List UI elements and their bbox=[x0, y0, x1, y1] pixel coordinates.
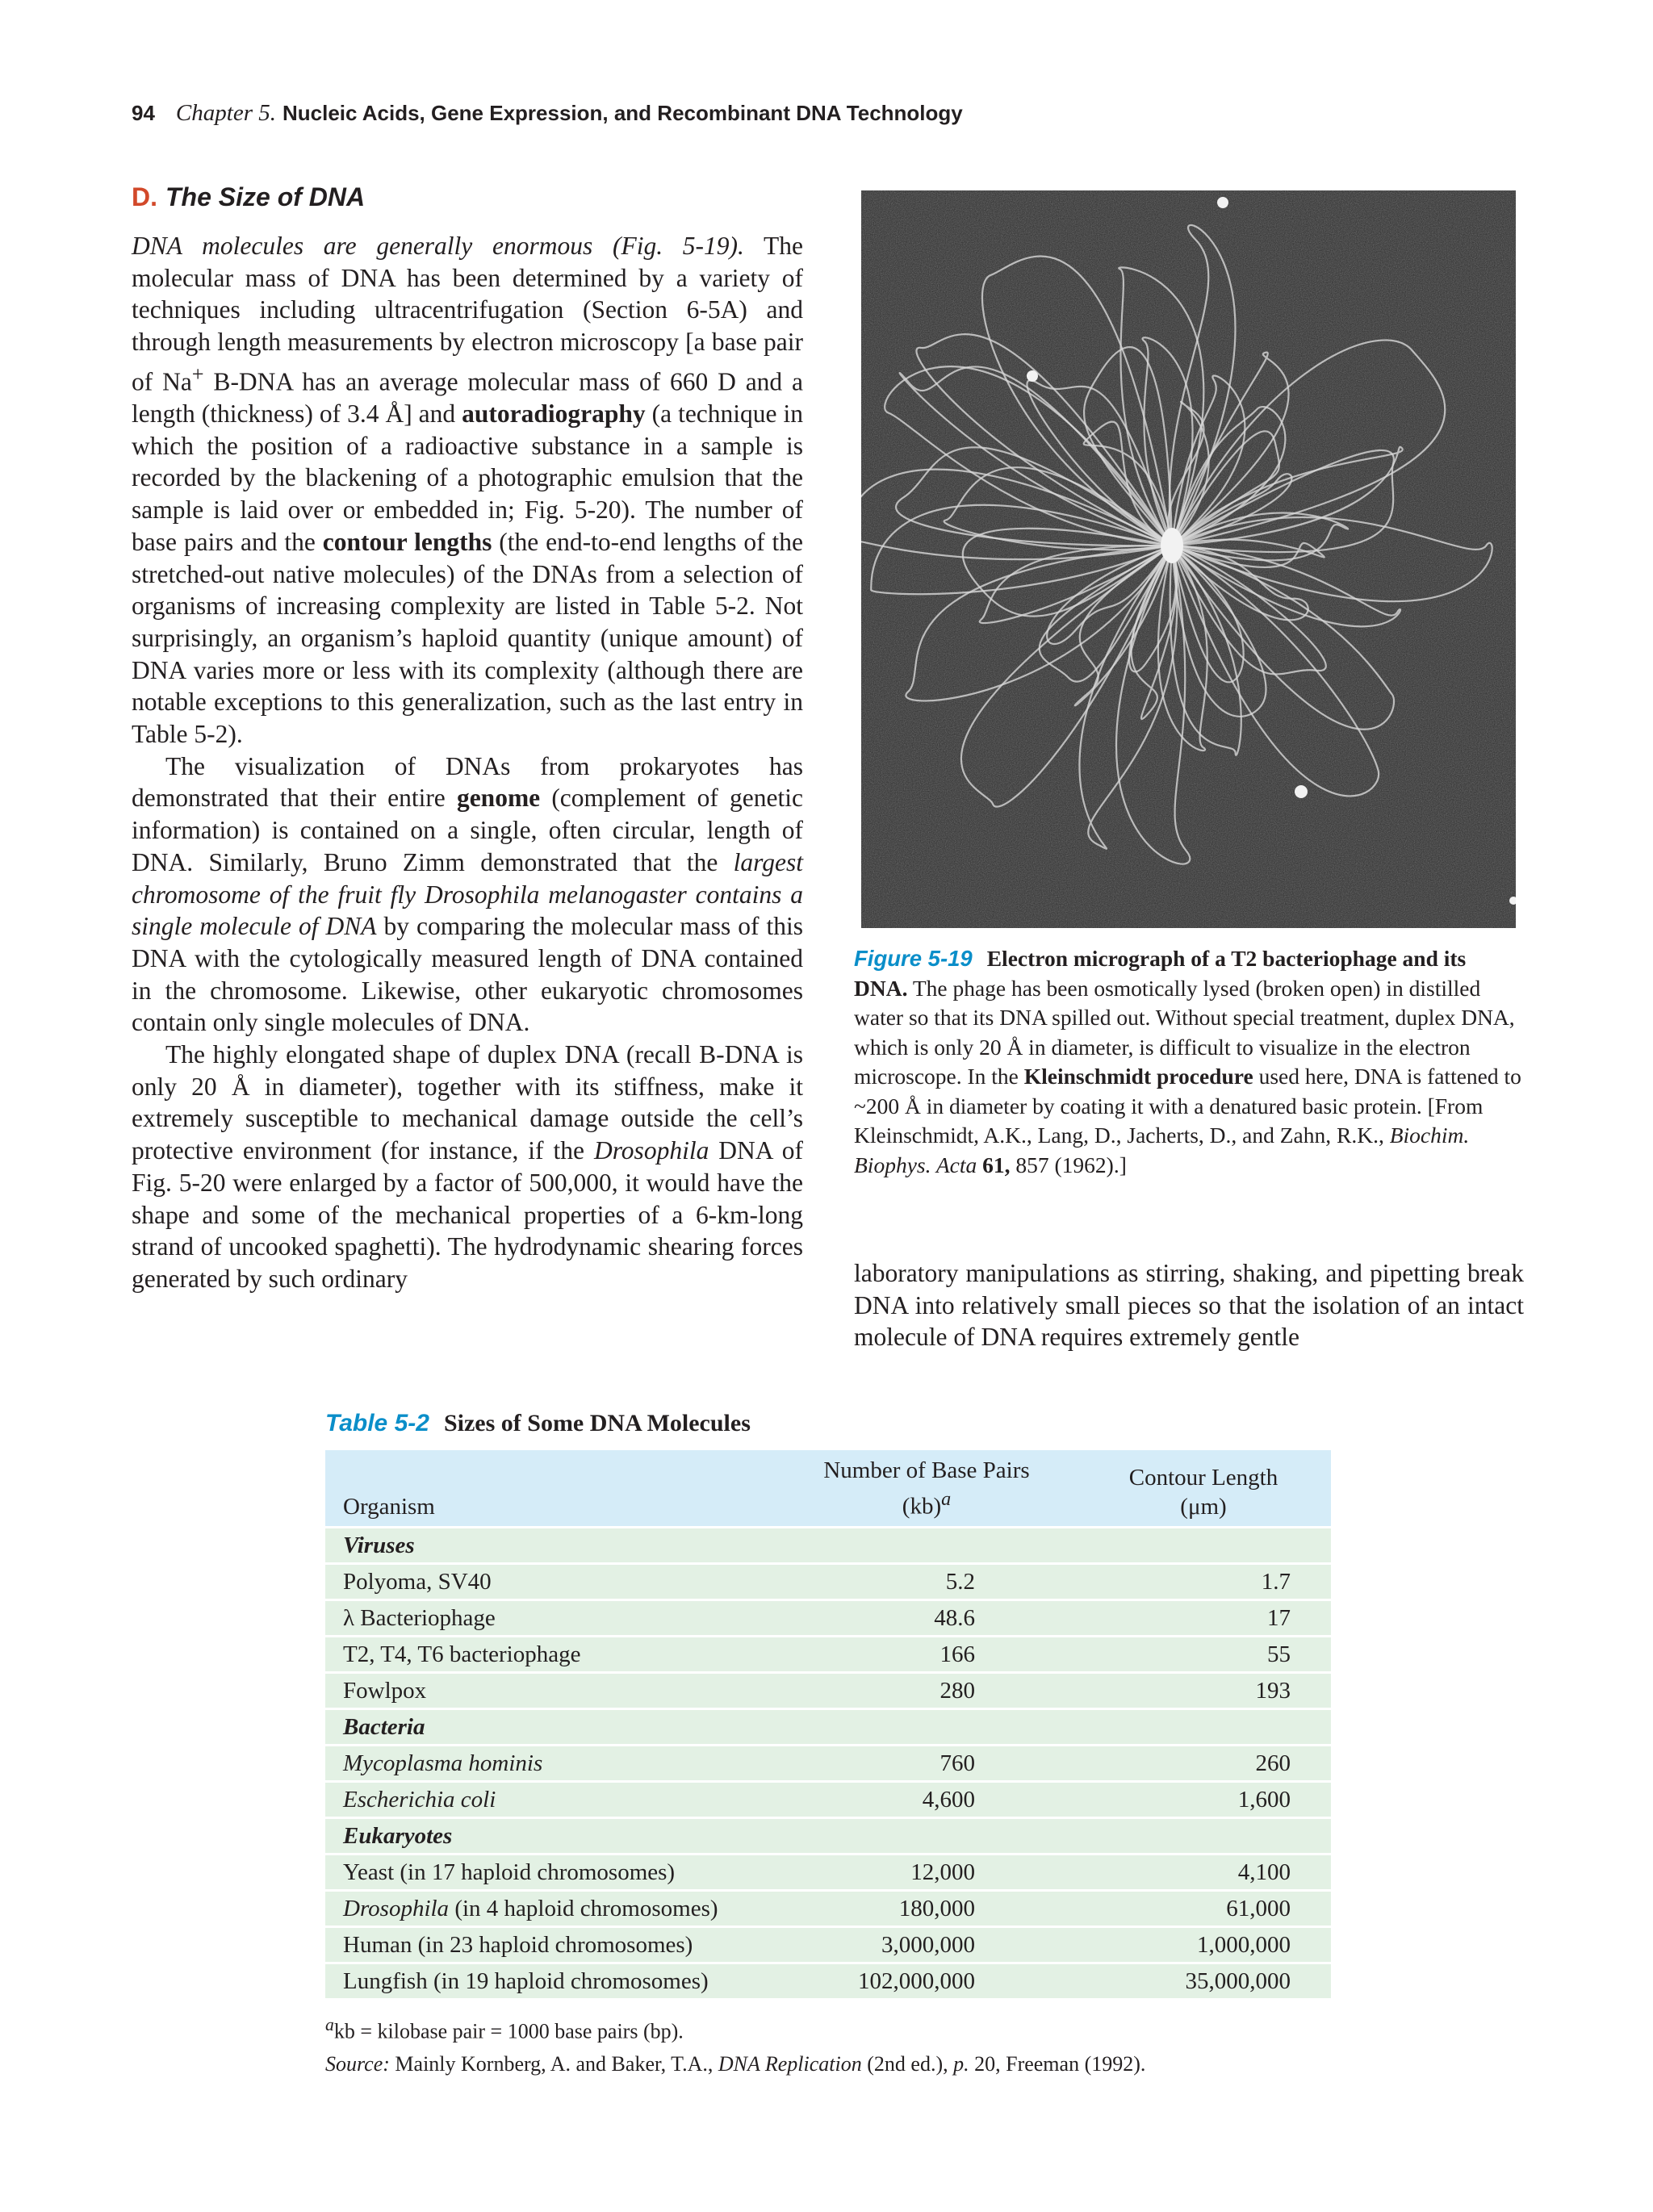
table-row bbox=[325, 1963, 1331, 1999]
text-run: used here, DNA is fattened to ~200 Å in diameter by coating it with a denatured basic protein. [From Kleinschmidt, A.K., Lang, D., Jacherts, D., and Zahn, R.K., bbox=[854, 1064, 1521, 1148]
section-heading bbox=[132, 182, 365, 212]
table-group-row bbox=[325, 1528, 1331, 1564]
phage-particle bbox=[1295, 785, 1308, 798]
text-run: by comparing the molecular mass of this DNA with the cytologically measured length of DNA contained in the chromosome. Likewise, other eukaryotic chromosomes contain only single molecules of DNA. bbox=[132, 912, 803, 1037]
text-run: p. bbox=[953, 2052, 969, 2076]
text-run: Biochim. Biophys. Acta bbox=[854, 1123, 1470, 1177]
table-label: Table 5-2 bbox=[325, 1410, 429, 1436]
group-label: Eukaryotes bbox=[325, 1818, 1331, 1854]
section-title: The Size of DNA bbox=[165, 182, 366, 211]
text-run: DNA Replication bbox=[718, 2052, 862, 2076]
page-number: 94 bbox=[132, 101, 155, 125]
contour-length-cell: 55 bbox=[1076, 1637, 1331, 1673]
text-run: Yeast (in 17 haploid chromosomes) bbox=[343, 1859, 676, 1885]
text-run: Polyoma, SV40 bbox=[343, 1568, 492, 1595]
organism-cell bbox=[325, 1637, 777, 1673]
text-run: λ Bacteriophage bbox=[343, 1604, 496, 1631]
text-run: genome bbox=[456, 784, 541, 813]
contour-length-cell: 260 bbox=[1076, 1746, 1331, 1782]
contour-length-cell: 17 bbox=[1076, 1600, 1331, 1637]
table-source bbox=[325, 2052, 1145, 2076]
text-run: Source: bbox=[325, 2052, 390, 2076]
paragraph bbox=[132, 751, 803, 1039]
contour-length-cell: 61,000 bbox=[1076, 1891, 1331, 1927]
phage-particle bbox=[1027, 370, 1038, 382]
chapter-title: Nucleic Acids, Gene Expression, and Recombinant DNA Technology bbox=[282, 101, 963, 125]
organism-cell bbox=[325, 1746, 777, 1782]
table-row bbox=[325, 1746, 1331, 1782]
text-run: The visualization of DNAs from prokaryotes has demonstrated that their entire bbox=[132, 751, 803, 813]
base-pairs-cell: 760 bbox=[777, 1746, 1076, 1782]
text-run: (the end-to-end lengths of the stretched-out native molecules) of the DNAs from a selection of organisms of increasing complexity are listed in Table 5-2. Not surprisingly, an organism’s haploid quantity (unique amount) of DNA varies more or less with its complexity (although there are notable exceptions to this generalization, such as the last entry in Table 5-2). bbox=[132, 527, 803, 749]
table-group-row bbox=[325, 1709, 1331, 1746]
col-header-organism: Organism bbox=[343, 1494, 435, 1520]
text-run: (2nd ed.), bbox=[861, 2052, 954, 2076]
contour-length-cell: 1,600 bbox=[1076, 1782, 1331, 1818]
paragraph bbox=[854, 1257, 1524, 1353]
text-run: (a technique in which the position of a radioactive substance in a sample is recorded by the blackening of a photographic emulsion that the sample is laid over or embedded in; Fig. 5-20). The number of base pairs and the bbox=[132, 399, 803, 556]
text-run: Human (in 23 haploid chromosomes) bbox=[343, 1931, 693, 1958]
text-run: (in 4 haploid chromosomes) bbox=[449, 1895, 718, 1921]
running-header bbox=[132, 100, 963, 127]
text-run: DNA molecules are generally enormous (Fig. 5-19). bbox=[132, 232, 744, 260]
text-run: Lungfish (in 19 haploid chromosomes) bbox=[343, 1967, 709, 1994]
text-run: kb = kilobase pair = 1000 base pairs (bp). bbox=[333, 2019, 684, 2043]
base-pairs-cell: 102,000,000 bbox=[777, 1963, 1076, 1999]
text-run: T2, T4, T6 bacteriophage bbox=[343, 1641, 581, 1667]
phage-particle bbox=[1217, 197, 1228, 208]
text-run: Electron micrograph of a T2 bacteriophage and its DNA. bbox=[854, 946, 1467, 1001]
contour-length-cell: 35,000,000 bbox=[1076, 1963, 1331, 1999]
electron-micrograph-image bbox=[861, 190, 1516, 928]
figure-label: Figure 5-19 bbox=[854, 946, 973, 971]
organism-cell bbox=[325, 1782, 777, 1818]
group-label: Bacteria bbox=[325, 1709, 1331, 1746]
base-pairs-cell: 280 bbox=[777, 1673, 1076, 1709]
col-header-contour-length: Contour Length (μm) bbox=[1128, 1465, 1278, 1520]
text-run: largest chromosome of the fruit fly Drosophila melanogaster contains a single molecule of DNA bbox=[132, 847, 803, 941]
table-row bbox=[325, 1854, 1331, 1891]
text-run: The molecular mass of DNA has been determined by a variety of techniques including ultracentrifugation (Section 6-5A) and through length measurements by electron microscopy [a base pair of Na bbox=[132, 232, 804, 396]
table-group-row bbox=[325, 1818, 1331, 1854]
table-caption: Sizes of Some DNA Molecules bbox=[443, 1410, 751, 1436]
text-run: 61, bbox=[982, 1152, 1011, 1177]
col-header-base-pairs: Number of Base Pairs (kb)$^a$ bbox=[823, 1457, 1030, 1520]
base-pairs-cell: 12,000 bbox=[777, 1854, 1076, 1891]
table-title bbox=[325, 1410, 751, 1437]
right-column-text bbox=[854, 1257, 1524, 1353]
table-row bbox=[325, 1673, 1331, 1709]
text-run: 20, Freeman (1992). bbox=[969, 2052, 1146, 2076]
base-pairs-cell: 48.6 bbox=[777, 1600, 1076, 1637]
table-row bbox=[325, 1782, 1331, 1818]
text-run: laboratory manipulations as stirring, shaking, and pipetting break DNA into relatively small pieces so that the isolation of an intact molecule of DNA requires extremely gentle bbox=[854, 1259, 1524, 1352]
contour-length-cell: 4,100 bbox=[1076, 1854, 1331, 1891]
dna-sizes-table bbox=[325, 1450, 1331, 1998]
text-run: The phage has been osmotically lysed (broken open) in distilled water so that its DNA spilled out. Without special treatment, duplex DNA, which is only 20 Å in diameter, is difficult to visualize in the electron microscope. In the bbox=[854, 975, 1515, 1089]
text-run: B-DNA has an average molecular mass of 660 D and a length (thickness) of 3.4 Å] and bbox=[132, 367, 803, 429]
paragraph bbox=[132, 1039, 803, 1295]
text-run: Escherichia coli bbox=[343, 1786, 496, 1813]
organism-cell bbox=[325, 1854, 777, 1891]
text-run: Kleinschmidt procedure bbox=[1023, 1064, 1253, 1089]
base-pairs-cell: 166 bbox=[777, 1637, 1076, 1673]
table-row bbox=[325, 1891, 1331, 1927]
table-row bbox=[325, 1637, 1331, 1673]
organism-cell bbox=[325, 1564, 777, 1600]
text-run: + bbox=[191, 362, 204, 386]
text-run: The highly elongated shape of duplex DNA (recall B-DNA is only 20 Å in diameter), together with its stiffness, make it extremely susceptible to mechanical damage outside the cell’s protective environment (for instance, if the bbox=[132, 1040, 803, 1165]
figure-caption bbox=[854, 944, 1524, 1180]
text-run: 857 (1962).] bbox=[1010, 1152, 1127, 1177]
text-run: Drosophila bbox=[343, 1895, 450, 1921]
phage-particle bbox=[1161, 528, 1183, 563]
contour-length-cell: 193 bbox=[1076, 1673, 1331, 1709]
organism-cell bbox=[325, 1600, 777, 1637]
base-pairs-cell: 5.2 bbox=[777, 1564, 1076, 1600]
table-row bbox=[325, 1564, 1331, 1600]
text-run: DNA of Fig. 5-20 were enlarged by a factor of 500,000, it would have the shape and some of the mechanical properties of a 6-km-long strand of uncooked spaghetti). The hydrodynamic shearing forces generated by such ordinary bbox=[132, 1136, 804, 1293]
table-footnote bbox=[325, 2015, 684, 2044]
text-run: a bbox=[325, 2015, 334, 2034]
contour-length-cell: 1,000,000 bbox=[1076, 1927, 1331, 1963]
organism-cell bbox=[325, 1963, 777, 1999]
organism-cell bbox=[325, 1673, 777, 1709]
text-run: Drosophila bbox=[593, 1136, 709, 1165]
organism-cell bbox=[325, 1891, 777, 1927]
text-run: Mycoplasma hominis bbox=[343, 1750, 543, 1776]
text-run: Fowlpox bbox=[343, 1677, 427, 1704]
contour-length-cell: 1.7 bbox=[1076, 1564, 1331, 1600]
text-run: contour lengths bbox=[322, 527, 492, 556]
left-column-text bbox=[132, 230, 803, 1295]
organism-cell bbox=[325, 1927, 777, 1963]
group-label: Viruses bbox=[325, 1528, 1331, 1564]
table-row bbox=[325, 1927, 1331, 1963]
table-row bbox=[325, 1600, 1331, 1637]
base-pairs-cell: 4,600 bbox=[777, 1782, 1076, 1818]
paragraph bbox=[132, 230, 803, 751]
base-pairs-cell: 180,000 bbox=[777, 1891, 1076, 1927]
text-run: (complement of genetic information) is contained on a single, often circular, length of DNA. Similarly, Bruno Zimm demonstrated that the bbox=[132, 784, 803, 876]
base-pairs-cell: 3,000,000 bbox=[777, 1927, 1076, 1963]
text-run: autoradiography bbox=[462, 399, 646, 429]
chapter-label: Chapter 5. bbox=[175, 100, 276, 126]
table-header-row bbox=[325, 1450, 1331, 1528]
section-letter: D. bbox=[132, 182, 157, 211]
text-run: Mainly Kornberg, A. and Baker, T.A., bbox=[389, 2052, 718, 2076]
